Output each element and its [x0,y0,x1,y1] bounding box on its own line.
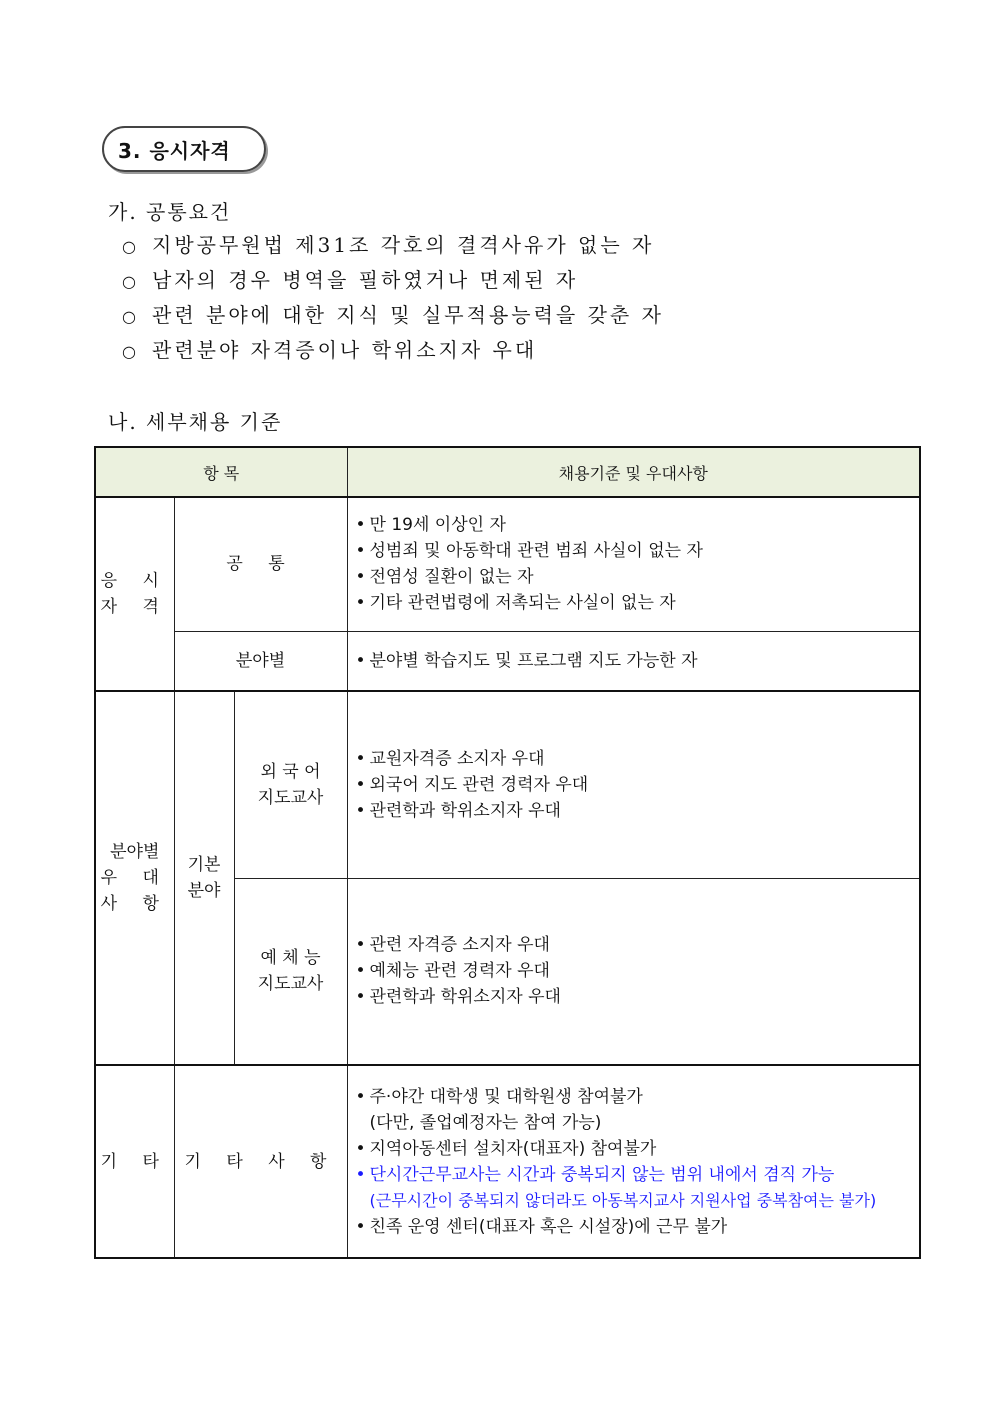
list-item-highlight: • 단시간근무교사는 시간과 중복되지 않는 범위 내에서 겸직 가능 [355,1164,835,1185]
list-item: • 지역아동센터 설치자(대표자) 참여불가 [355,1138,657,1159]
arts-sports-teacher-label: 예 체 능 지도교사 [234,878,347,1065]
eligibility-field-label: 분야별 [174,631,347,691]
column-header-item: 항 목 [95,447,347,497]
list-item: ○ 관련 분야에 대한 지식 및 실무적용능력을 갖춘 자 [122,298,664,333]
circle-bullet-icon: ○ [122,272,139,291]
list-item: • 친족 운영 센터(대표자 혹은 시설장)에 근무 불가 [355,1216,728,1237]
list-item: • 주·야간 대학생 및 대학원생 참여불가 [355,1086,643,1107]
foreign-language-teacher-label: 외 국 어 지도교사 [234,691,347,878]
foreign-language-content [347,691,920,878]
detail-criteria-heading: 나. 세부채용 기준 [108,410,283,434]
list-item: • 분야별 학습지도 및 프로그램 지도 가능한 자 [355,650,698,671]
eligibility-common-content [347,497,920,631]
list-item: • 관련학과 학위소지자 우대 [355,987,561,1008]
list-item: • 관련학과 학위소지자 우대 [355,800,561,821]
list-item: ○ 관련분야 자격증이나 학위소지자 우대 [122,333,664,368]
eligibility-label: 응 시 자 격 [95,497,174,691]
list-item: • 전염성 질환이 없는 자 [355,567,534,588]
list-item: ○ 지방공무원법 제31조 각호의 결격사유가 없는 자 [122,228,664,263]
other-items-content [347,1065,920,1258]
other-label: 기 타 [95,1065,174,1258]
common-requirements-list [122,228,664,368]
list-item: • 만 19세 이상인 자 [355,515,506,536]
circle-bullet-icon: ○ [122,342,139,361]
common-requirements-heading: 가. 공통요건 [108,200,232,224]
list-item: • 예체능 관련 경력자 우대 [355,961,550,982]
list-item: ○ 남자의 경우 병역을 필하였거나 면제된 자 [122,263,664,298]
section-title-badge [102,126,266,172]
criteria-table [94,446,921,1259]
eligibility-field-content [347,631,920,691]
section-title: 3. 응시자격 [118,138,231,163]
list-item: • 관련 자격증 소지자 우대 [355,935,550,956]
other-items-label: 기 타 사 항 [174,1065,347,1258]
basic-field-label: 기본 분야 [174,691,234,1065]
eligibility-common-label: 공 통 [174,497,347,631]
circle-bullet-icon: ○ [122,237,139,256]
circle-bullet-icon: ○ [122,307,139,326]
list-item: • 외국어 지도 관련 경력자 우대 [355,774,589,795]
list-item: • 성범죄 및 아동학대 관련 범죄 사실이 없는 자 [355,541,703,562]
list-item: • 교원자격증 소지자 우대 [355,748,545,769]
list-item: (다만, 졸업예정자는 참여 가능) [369,1112,602,1133]
preference-label: 분야별 우 대 사 항 [95,691,174,1065]
list-item-highlight: (근무시간이 중복되지 않더라도 아동복지교사 지원사업 중복참여는 불가) [369,1190,877,1210]
column-header-criteria: 채용기준 및 우대사항 [347,447,920,497]
arts-sports-content [347,878,920,1065]
list-item: • 기타 관련법령에 저촉되는 사실이 없는 자 [355,593,676,614]
